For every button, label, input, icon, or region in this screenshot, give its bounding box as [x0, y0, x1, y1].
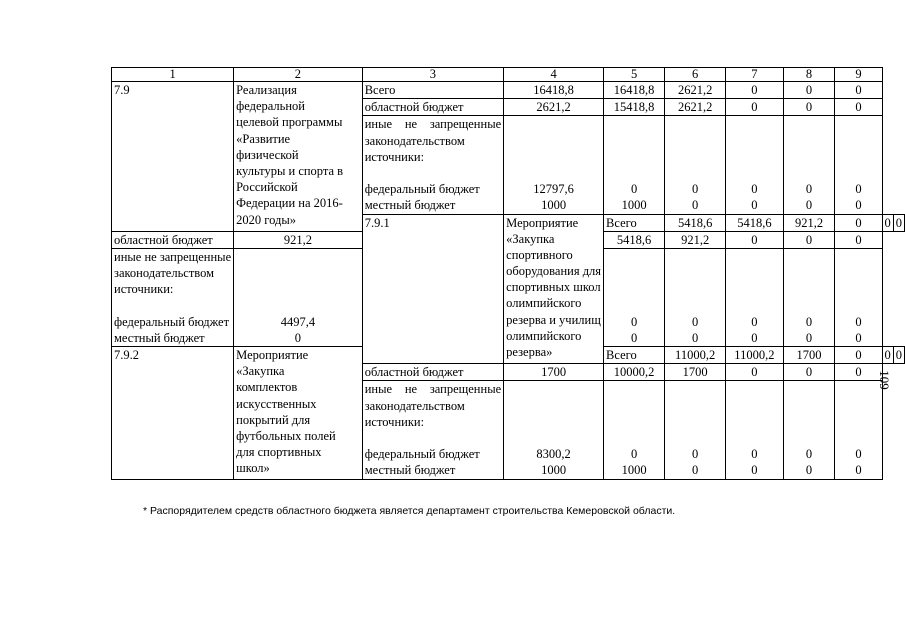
item-title-line: комплектов: [236, 380, 298, 395]
spacer: [837, 265, 879, 281]
value-cell: [604, 248, 665, 346]
other-sources-line: законодательством: [364, 398, 465, 413]
spacer: [606, 414, 662, 430]
spacer: [506, 165, 601, 181]
federal-budget-label: федеральный бюджет: [364, 182, 480, 197]
item-title-line: целевой программы: [236, 115, 343, 130]
spacer: [837, 165, 879, 181]
item-title-line: олимпийского: [506, 296, 582, 311]
spacer: [667, 265, 723, 281]
item-title-line: резерва»: [506, 345, 553, 360]
spacer: [236, 249, 360, 265]
spacer: [667, 165, 723, 181]
federal-budget-label: федеральный бюджет: [114, 314, 230, 329]
value-cell: 0: [835, 364, 882, 381]
spacer: [728, 281, 781, 297]
value-cell: [665, 116, 726, 214]
value-cell: 0: [726, 364, 784, 381]
other-sources-line: источники:: [364, 414, 425, 429]
spacer: [786, 430, 833, 446]
spacer: [606, 133, 662, 149]
value-cell: 921,2: [665, 231, 726, 248]
spacer: [786, 398, 833, 414]
local-budget-value: 1000: [621, 198, 647, 213]
value-cell: 1700: [665, 364, 726, 381]
value-cell: 0: [835, 347, 882, 364]
local-budget-label: местный бюджет: [114, 330, 205, 345]
other-sources-line: источники:: [364, 149, 425, 164]
spacer: [667, 414, 723, 430]
spacer: [606, 249, 662, 265]
value-cell: 0: [783, 231, 835, 248]
value-cell: [665, 381, 726, 479]
funding-source: Всего: [362, 82, 503, 99]
federal-budget-value: 0: [630, 182, 638, 197]
spacer: [506, 116, 601, 132]
column-header: 9: [835, 68, 882, 82]
value-cell: 5418,6: [726, 214, 784, 231]
item-title-line: Мероприятие: [506, 215, 579, 230]
local-budget-label: местный бюджет: [364, 198, 456, 213]
local-budget-value: 0: [692, 463, 699, 478]
spacer: [837, 381, 879, 397]
value-cell: 15418,8: [604, 99, 665, 116]
item-title-line: культуры и спорта в: [236, 163, 344, 178]
spacer: [786, 265, 833, 281]
spacer: [667, 430, 723, 446]
value-cell: 0: [835, 99, 882, 116]
column-header: 1: [112, 68, 234, 82]
other-sources-cell: [362, 381, 503, 479]
other-sources-line: источники:: [114, 282, 174, 297]
spacer: [786, 414, 833, 430]
item-title-line: оборудования для: [506, 264, 602, 279]
value-cell: [835, 248, 882, 346]
value-cell: 0: [726, 82, 784, 99]
spacer: [728, 165, 781, 181]
item-title-line: спортивных школ: [506, 280, 601, 295]
federal-budget-value: 0: [855, 314, 862, 329]
spacer: [667, 116, 723, 132]
federal-budget-value: 4497,4: [280, 314, 316, 329]
local-budget-value: 1000: [621, 463, 647, 478]
spacer: [667, 249, 723, 265]
value-cell: [726, 381, 784, 479]
item-title-line: покрытий для: [236, 412, 311, 427]
spacer: [837, 116, 879, 132]
local-budget-value: 0: [855, 330, 862, 345]
spacer: [365, 165, 501, 181]
item-title-line: федеральной: [236, 99, 305, 114]
value-cell: [504, 381, 604, 479]
federal-budget-value: 0: [855, 182, 862, 197]
value-cell: 11000,2: [726, 347, 784, 364]
value-cell: 0: [726, 231, 784, 248]
spacer: [606, 281, 662, 297]
funding-source: Всего: [604, 347, 665, 364]
local-budget-value: 0: [855, 198, 862, 213]
spacer: [728, 265, 781, 281]
spacer: [786, 249, 833, 265]
value-cell: 921,2: [234, 231, 363, 248]
item-title-line: искусственных: [236, 396, 317, 411]
spacer: [114, 298, 231, 314]
federal-budget-value: 0: [692, 182, 699, 197]
other-sources-line: иные не запрещенные: [364, 382, 502, 397]
column-header: 3: [362, 68, 503, 82]
footnote: * Распорядителем средств областного бюджета является департамент строительства Кемеровской области.: [143, 505, 676, 517]
local-budget-value: 0: [805, 463, 813, 478]
value-cell: [783, 381, 835, 479]
value-cell: 0: [783, 364, 835, 381]
federal-budget-value: 0: [855, 447, 862, 462]
value-cell: [726, 248, 784, 346]
budget-table: [111, 67, 905, 480]
spacer: [837, 414, 879, 430]
spacer: [837, 149, 879, 165]
spacer: [786, 381, 833, 397]
spacer: [606, 149, 662, 165]
federal-budget-value: 0: [805, 182, 813, 197]
spacer: [786, 133, 833, 149]
value-cell: [835, 381, 882, 479]
item-title-line: Реализация: [236, 83, 297, 97]
federal-budget-value: 0: [692, 314, 699, 329]
local-budget-value: 0: [805, 330, 813, 345]
value-cell: 0: [835, 82, 882, 99]
value-cell: 0: [882, 347, 893, 364]
local-budget-value: 0: [855, 463, 862, 478]
item-title-line: «Закупка: [236, 364, 285, 379]
value-cell: 0: [835, 214, 882, 231]
spacer: [786, 298, 833, 314]
item-title-line: спортивного: [506, 247, 573, 262]
item-title-line: «Развитие: [236, 131, 291, 146]
local-budget-value: 0: [751, 330, 758, 345]
spacer: [606, 116, 662, 132]
value-cell: 0: [893, 347, 904, 364]
item-title-line: футбольных полей: [236, 429, 336, 443]
value-cell: 2621,2: [504, 99, 604, 116]
header-row: [112, 68, 905, 82]
spacer: [837, 398, 879, 414]
column-header: 5: [604, 68, 665, 82]
federal-budget-value: 8300,2: [536, 447, 571, 462]
spacer: [837, 281, 879, 297]
value-cell: 5418,6: [665, 214, 726, 231]
local-budget-value: 0: [805, 198, 813, 213]
local-budget-value: 0: [692, 198, 699, 213]
spacer: [236, 298, 360, 314]
other-sources-line: иные не запрещенные: [114, 249, 232, 264]
value-cell: 10000,2: [604, 364, 665, 381]
local-budget-value: 1000: [541, 198, 567, 213]
spacer: [786, 165, 833, 181]
item-title-line: 2020 годы»: [236, 212, 296, 227]
value-cell: [726, 116, 784, 214]
item-title-line: олимпийского: [506, 328, 582, 343]
federal-budget-value: 0: [751, 182, 758, 197]
value-cell: 5418,6: [604, 231, 665, 248]
value-cell: 16418,8: [504, 82, 604, 99]
spacer: [667, 381, 723, 397]
spacer: [728, 398, 781, 414]
federal-budget-value: 0: [805, 314, 813, 329]
value-cell: 0: [783, 82, 835, 99]
item-title-line: физической: [236, 147, 299, 162]
spacer: [606, 165, 662, 181]
spacer: [728, 298, 781, 314]
other-sources-cell: [112, 248, 234, 346]
federal-budget-value: 0: [751, 314, 758, 329]
spacer: [728, 133, 781, 149]
other-sources-line: иные не запрещенные: [364, 117, 502, 132]
value-cell: [835, 116, 882, 214]
value-cell: 2621,2: [665, 99, 726, 116]
federal-budget-value: 0: [692, 447, 699, 462]
spacer: [837, 298, 879, 314]
item-code: 7.9.1: [362, 214, 503, 364]
item-title: [234, 82, 363, 232]
spacer: [506, 133, 601, 149]
spacer: [506, 149, 601, 165]
item-title-line: резерва и училищ: [506, 312, 601, 327]
column-header: 7: [726, 68, 784, 82]
value-cell: [665, 248, 726, 346]
item-code: 7.9: [112, 82, 234, 232]
other-sources-line: законодательством: [364, 133, 465, 148]
spacer: [506, 398, 601, 414]
value-cell: [783, 116, 835, 214]
value-cell: 921,2: [783, 214, 835, 231]
value-cell: [604, 381, 665, 479]
value-cell: 0: [726, 99, 784, 116]
value-cell: 0: [882, 214, 893, 231]
value-cell: 16418,8: [604, 82, 665, 99]
funding-source: областной бюджет: [362, 364, 503, 381]
spacer: [506, 430, 601, 446]
spacer: [667, 281, 723, 297]
value-cell: 2621,2: [665, 82, 726, 99]
value-cell: 1700: [783, 347, 835, 364]
spacer: [728, 381, 781, 397]
spacer: [837, 249, 879, 265]
spacer: [506, 414, 601, 430]
page-number: 109: [876, 370, 892, 390]
value-cell: [783, 248, 835, 346]
other-sources-line: законодательством: [114, 266, 215, 281]
local-budget-value: 0: [751, 463, 758, 478]
federal-budget-value: 0: [751, 447, 758, 462]
value-cell: 11000,2: [665, 347, 726, 364]
spacer: [667, 298, 723, 314]
spacer: [728, 249, 781, 265]
spacer: [728, 116, 781, 132]
value-cell: 1700: [504, 364, 604, 381]
federal-budget-value: 0: [805, 447, 813, 462]
column-header: 8: [783, 68, 835, 82]
federal-budget-value: 0: [630, 314, 638, 329]
value-cell: [504, 116, 604, 214]
spacer: [837, 133, 879, 149]
spacer: [786, 149, 833, 165]
spacer: [236, 265, 360, 281]
funding-source: областной бюджет: [362, 99, 503, 116]
item-title-line: Российской: [236, 180, 298, 195]
spacer: [236, 281, 360, 297]
spacer: [837, 430, 879, 446]
value-cell: [234, 248, 363, 346]
item-title-line: Федерации на 2016-: [236, 196, 343, 211]
spacer: [606, 398, 662, 414]
spacer: [606, 430, 662, 446]
column-header: 2: [234, 68, 363, 82]
spacer: [728, 149, 781, 165]
spacer: [606, 265, 662, 281]
spacer: [667, 398, 723, 414]
item-title-line: школ»: [236, 461, 270, 476]
spacer: [667, 133, 723, 149]
federal-budget-label: федеральный бюджет: [364, 447, 480, 462]
item-title: [504, 214, 604, 364]
value-cell: 0: [783, 99, 835, 116]
column-header: 4: [504, 68, 604, 82]
column-header: 6: [665, 68, 726, 82]
local-budget-value: 0: [630, 330, 638, 345]
spacer: [606, 381, 662, 397]
spacer: [786, 281, 833, 297]
item-title-line: Мероприятие: [236, 348, 309, 363]
value-cell: [604, 116, 665, 214]
item-title-line: «Закупка: [506, 231, 555, 246]
local-budget-value: 1000: [541, 463, 567, 478]
spacer: [606, 298, 662, 314]
spacer: [728, 430, 781, 446]
item-title-line: для спортивных: [236, 445, 322, 460]
funding-source: областной бюджет: [112, 231, 234, 248]
federal-budget-value: 12797,6: [533, 182, 574, 197]
federal-budget-value: 0: [630, 447, 638, 462]
value-cell: 0: [893, 214, 904, 231]
other-sources-cell: [362, 116, 503, 214]
spacer: [728, 414, 781, 430]
spacer: [365, 430, 501, 446]
spacer: [506, 381, 601, 397]
spacer: [786, 116, 833, 132]
local-budget-value: 0: [692, 330, 699, 345]
value-cell: 0: [835, 231, 882, 248]
local-budget-value: 0: [294, 330, 302, 345]
item-title: [234, 347, 363, 480]
table-row: [112, 82, 905, 99]
item-code: 7.9.2: [112, 347, 234, 480]
funding-source: Всего: [604, 214, 665, 231]
spacer: [667, 149, 723, 165]
local-budget-value: 0: [751, 198, 758, 213]
local-budget-label: местный бюджет: [364, 463, 456, 478]
